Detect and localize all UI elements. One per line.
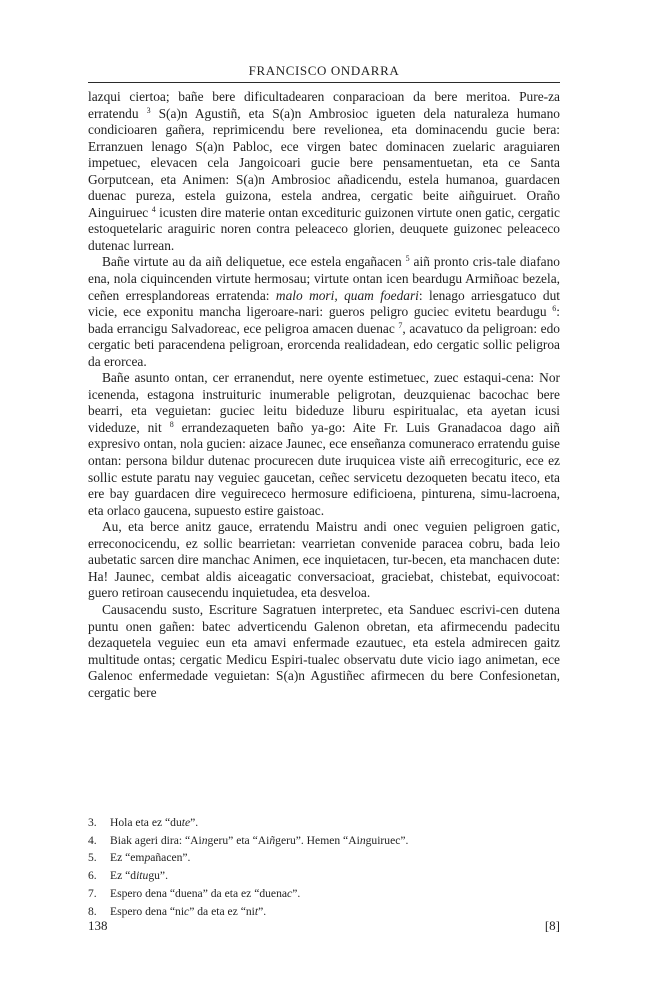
footnote-text	[110, 849, 190, 867]
text-run: Hola eta ez “du	[110, 816, 182, 829]
footnote-text	[110, 832, 408, 850]
text-run: Biak ageri dira: “Ai	[110, 833, 202, 847]
footnote-ref: 6	[552, 304, 557, 314]
footnote-number: 5.	[88, 851, 97, 865]
body-paragraph	[88, 89, 560, 254]
footnote	[88, 814, 560, 832]
text-run: geru”. Hemen “Ai	[275, 833, 360, 847]
footnote-text	[110, 867, 168, 885]
footnote-ref: 5	[405, 254, 410, 264]
text-run: Espero dena “duena” da eta ez “duena	[110, 886, 288, 900]
text-run: añacen”.	[150, 851, 191, 865]
footnote-ref: 7	[398, 320, 403, 330]
text-run: Bañe asunto ontan, cer erranendut, nere oyente estimetuec, zuec estaqui-cena: Nor icenenda, estagona instruituric inumerable peligrotan, deuzquienac bacochac bere bearri, eta veguietan: guciec leitu bideduze liburu espiritualac, eta ayetan icusi videduze, nit	[88, 370, 560, 435]
italic-letters: t	[254, 904, 259, 918]
footnote-text	[110, 814, 198, 832]
text-run: Espero dena “ni	[110, 904, 185, 918]
text-run: : bada errancigu Salvadoreac, ece peligroa amacen duenac	[88, 304, 560, 336]
text-run: ” da eta ez “ni	[189, 904, 255, 918]
footnotes	[88, 814, 560, 920]
italic-phrase: malo mori, quam foedari	[275, 287, 419, 303]
text-run: Bañe virtute au da aiñ deliquetue, ece estela engañacen	[102, 254, 406, 270]
text-run: S(a)n Agustiñ, eta S(a)n Ambrosioc igueten dela naturaleza humano condicioaren gañera, reprimicendu bere revelionea, eta dominacendu gucie bera: Erranzuen lenago S(a)n Pabloc, ece virgen batec dominacen zuelaric araguiaren impetuec, elevacen cela Jangoicoari gucie bere pensamentuetan, eta ce Santa Gorputcean, eta Animen: S(a)n Ambrosioc añadicendu, estela humanoa, guardacen duenac pureza, estela guizona, estela andrea, cergatic beite aiñguiruet. Oraño Ainguiruec	[88, 105, 560, 220]
footnote	[88, 832, 560, 850]
text-run: ”.	[258, 904, 267, 918]
footnote-number: 3.	[88, 816, 97, 829]
italic-letters: c	[287, 886, 293, 900]
page-number: 138	[88, 918, 108, 933]
text-run: , acavatuco da peligroan: edo cergatic beti paracendena peligroan, erorcenda realidadean, edo cergatic sollic peligroa da erorcea.	[88, 320, 560, 369]
text-run: Causacendu susto, Escriture Sagratuen interpretec, eta Sanduec escrivi-cen dutena puntu onen gañen: batec adverticendu Galenon obretan, eta afirmecendu padecitu dezaquetela veguiec eun eta amavi enfermade ezautuec, eta estela admirecen gaitz multitude ontas; cergatic Medicu Espiri-tualec observatu dute vicio iago animetan, ece Galenoc enfermedade veguietan: S(a)n Agustiñec afirmecen du bere Confesionetan, cergatic bere	[88, 601, 560, 700]
italic-letters: c	[184, 904, 190, 918]
text-run: ”.	[292, 886, 301, 900]
footnote	[88, 885, 560, 903]
italic-letters: itu	[136, 869, 149, 883]
text-run: guiruec”.	[365, 833, 409, 847]
footnote-number: 6.	[88, 869, 97, 883]
footnote	[88, 849, 560, 867]
text-run: lazqui ciertoa; bañe bere dificultadearen conparacioan da bere meritoa. Pure-za erratendu	[88, 89, 560, 121]
text-run: Ez “em	[110, 851, 145, 865]
footnote-ref: 8	[169, 419, 174, 429]
footnote-number: 4.	[88, 833, 97, 847]
text-run: icusten dire materie ontan excedituric guizonen virtute onen gatic, cergatic estoquetelaric araguiric noren contra peleaceco glorien, deuquete guizonec peleaceco dutenac lurrean.	[88, 204, 560, 253]
bracket-page-number: [8]	[544, 918, 560, 933]
text-run: gu”.	[148, 869, 168, 883]
italic-letters: p	[144, 851, 151, 865]
header-rule	[88, 82, 560, 83]
footnote	[88, 903, 560, 921]
body-text	[88, 89, 560, 701]
text-run: ”.	[190, 816, 199, 829]
footnote-ref: 3	[146, 105, 151, 115]
text-run: geru” eta “Ai	[207, 833, 270, 847]
body-paragraph	[88, 370, 560, 519]
footnote-ref: 4	[151, 204, 156, 214]
body-paragraph	[88, 519, 560, 602]
footnote-text	[110, 885, 300, 903]
italic-letters: n	[359, 833, 366, 847]
footnote-text	[110, 903, 266, 921]
italic-letters: te	[181, 816, 191, 829]
footnote	[88, 867, 560, 885]
running-header: FRANCISCO ONDARRA	[248, 63, 400, 78]
italic-letters: n	[201, 833, 208, 847]
text-run: errandezaqueten baño ya-go: Aite Fr. Luis Granadacoa dago aiñ expresivo ontan, nola gucien: aizace Jaunec, ece enseñanza comuneraco erratendu guise ontan: persona bildur dutenac procurecen dute iruquicea viste aiñ errecogituric, ece ez sollic estute paratu nay veguiec gaucetan, ceñec servicetu dezoqueten becatu iteco, eta ere bay guardacen dire veguirececo hermosure edificioena, pinturena, simu-lacroena, eta orlaco gaucena, supuesto estire gaistoac.	[88, 419, 560, 518]
footnote-number: 7.	[88, 886, 97, 900]
text-run: : lenago arriesgatuco dut vicie, ece exponitu mancha ligeroare-nari: gueros peligro guciec evitetu beardugu	[88, 287, 560, 320]
body-paragraph	[88, 602, 560, 701]
italic-letters: ñ	[269, 833, 276, 847]
text-run: aiñ pronto cris-tale diafano ena, nola ciquincenden virtute hermosau; virtute ontan icen beardugu Armiñoac bezela, ceñen erresplandoreas erratenda:	[88, 254, 561, 303]
footnote-number: 8.	[88, 904, 97, 918]
text-run: Ez “d	[110, 869, 137, 883]
body-paragraph	[88, 254, 560, 370]
text-run: Au, eta berce anitz gauce, erratendu Maistru andi onec veguien peligroen gatic, erreconocicendu, ez sollic bearrietan: vearrietan convenide paracea cobru, bada leio aubetatic sarcen dire manchac Animen, ece inquietacen, tur-becen, eta manchacen dute: Ha! Jaunec, cembat aldis aiceagatic conversacioat, graciebat, chistebat, equivocoat: guero retiroan causecendu inquietudea, eta desveloa.	[88, 519, 560, 601]
